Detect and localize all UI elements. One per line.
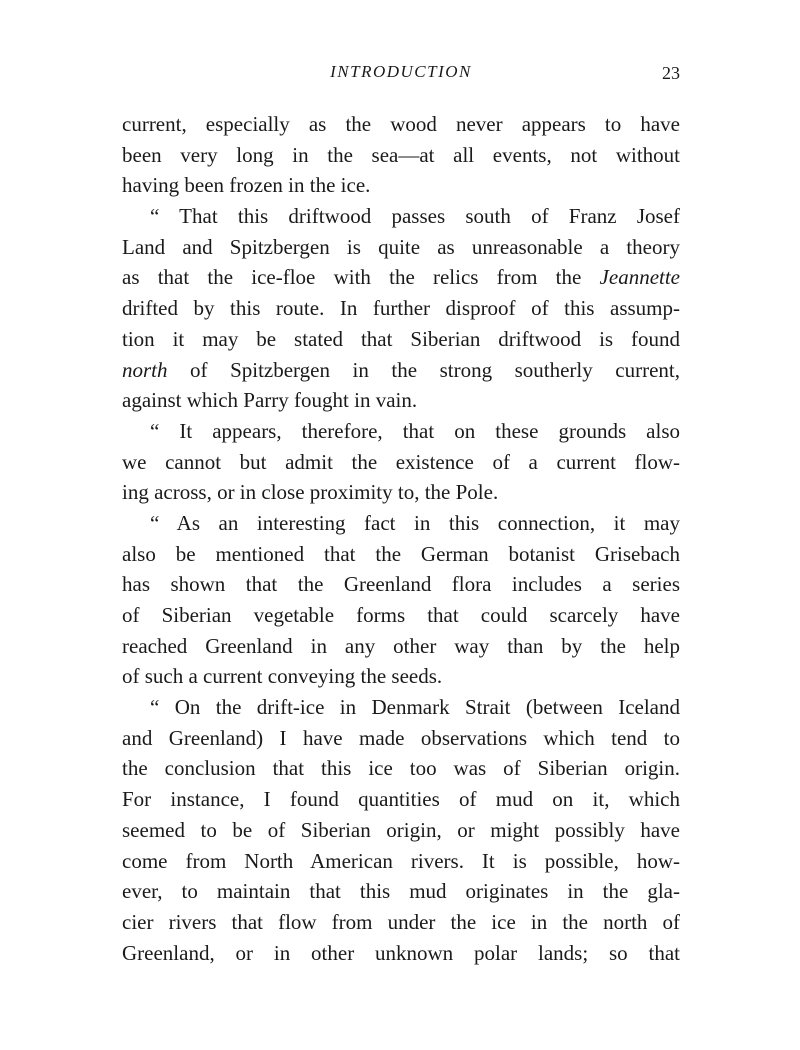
text-line: tion it may be stated that Siberian driftwood is found bbox=[122, 326, 680, 351]
text-line: For instance, I found quantities of mud on it, which bbox=[122, 787, 680, 812]
text-line: we cannot but admit the existence of a current flow- bbox=[122, 449, 680, 474]
text-line: Land and Spitzbergen is quite as unreasonable a theory bbox=[122, 234, 680, 259]
chapter-title: INTRODUCTION bbox=[330, 62, 472, 81]
text-line bbox=[122, 355, 680, 386]
running-head bbox=[122, 62, 680, 86]
text-line: come from North American rivers. It is possible, how- bbox=[122, 848, 680, 873]
text-line: has shown that the Greenland flora includes a series bbox=[122, 572, 680, 597]
text-line: reached Greenland in any other way than by the help bbox=[122, 633, 680, 658]
text-line: ing across, or in close proximity to, the Pole. bbox=[122, 480, 499, 505]
text-line: “ On the drift-ice in Denmark Strait (between Iceland bbox=[150, 695, 680, 720]
text-line: seemed to be of Siberian origin, or might possibly have bbox=[122, 817, 680, 842]
text-line: “ That this driftwood passes south of Franz Josef bbox=[150, 204, 680, 229]
text-line: Greenland, or in other unknown polar lands; so that bbox=[122, 940, 680, 965]
text-line bbox=[122, 262, 680, 293]
text-line: having been frozen in the ice. bbox=[122, 173, 371, 198]
text-segment: as that the ice-floe with the relics from the bbox=[122, 265, 600, 290]
text-line: ever, to maintain that this mud originates in the gla- bbox=[122, 879, 680, 904]
text-line: of Siberian vegetable forms that could scarcely have bbox=[122, 603, 680, 627]
text-line: and Greenland) I have made observations which tend to bbox=[122, 725, 680, 750]
text-segment: of Spitzbergen in the strong southerly current, bbox=[167, 357, 680, 382]
text-line: of such a current conveying the seeds. bbox=[122, 664, 443, 689]
page-number: 23 bbox=[662, 63, 680, 83]
italic-text-segment: Jeannette bbox=[599, 265, 680, 290]
text-line: also be mentioned that the German botanist Grisebach bbox=[122, 541, 680, 566]
text-line: “ As an interesting fact in this connection, it may bbox=[150, 510, 680, 535]
text-line: “ It appears, therefore, that on these grounds also bbox=[150, 418, 680, 443]
text-line: against which Parry fought in vain. bbox=[122, 388, 418, 413]
text-line: current, especially as the wood never appears to have bbox=[122, 112, 680, 136]
text-line: cier rivers that flow from under the ice in the north of bbox=[122, 909, 680, 934]
italic-text-segment: north bbox=[122, 357, 168, 382]
body-text bbox=[122, 109, 680, 968]
text-line: the conclusion that this ice too was of Siberian origin. bbox=[122, 756, 680, 781]
text-line: drifted by this route. In further disproof of this assump- bbox=[122, 296, 680, 321]
text-line: been very long in the sea—at all events, not without bbox=[122, 142, 680, 167]
